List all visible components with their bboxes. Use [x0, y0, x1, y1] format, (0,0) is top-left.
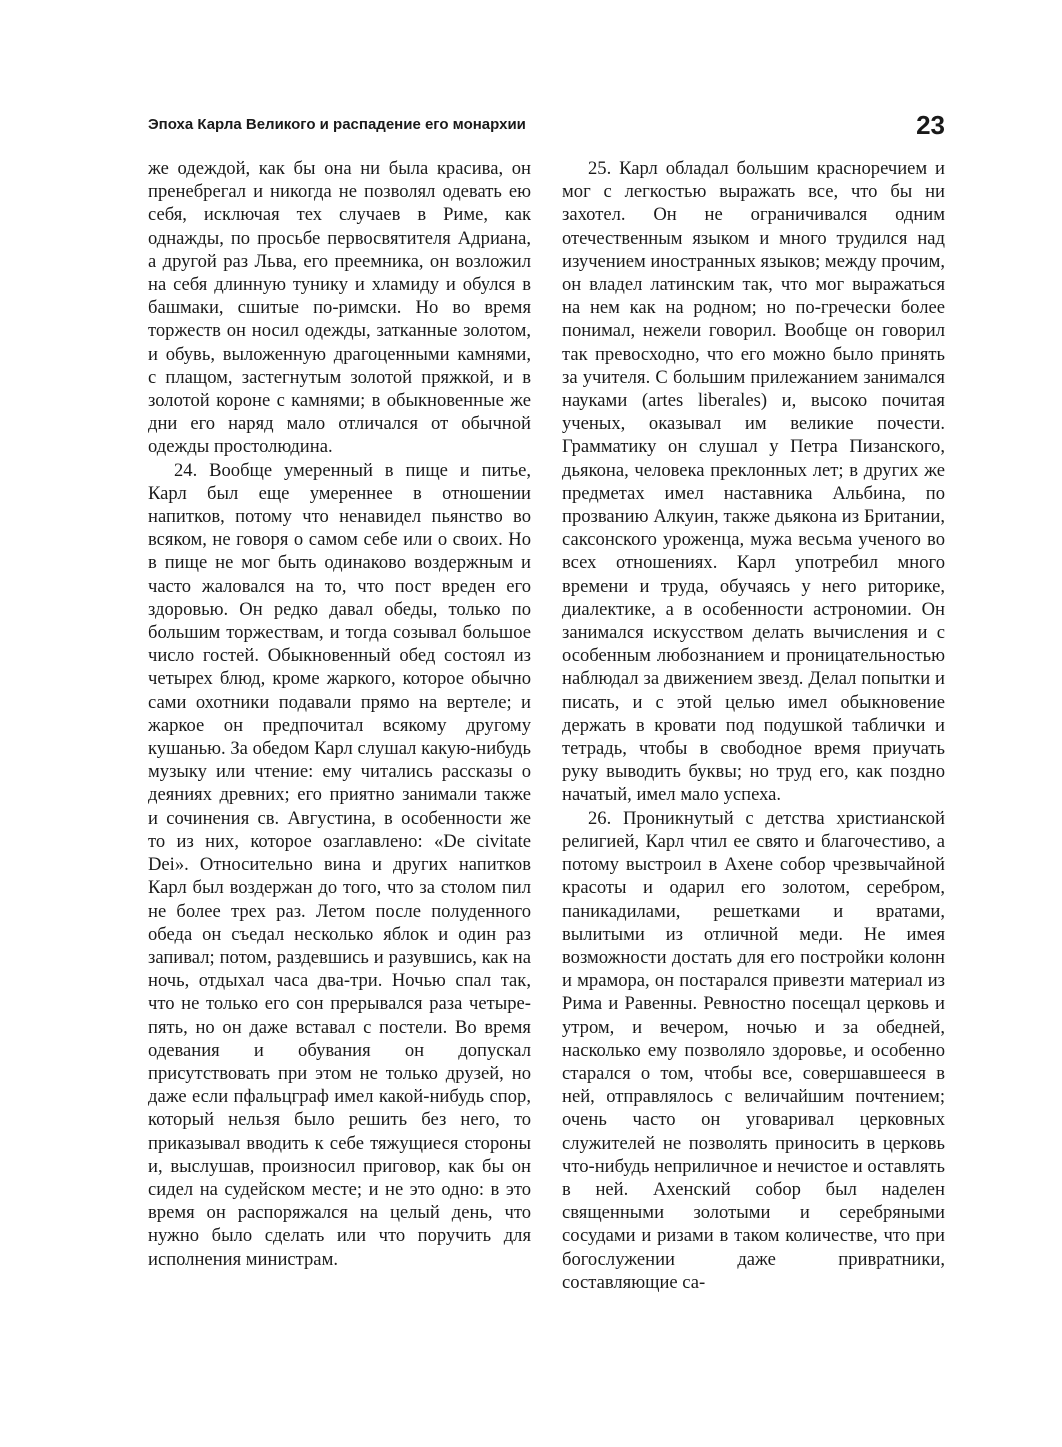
running-title: Эпоха Карла Великого и распадение его монархии — [148, 116, 526, 133]
page-number: 23 — [916, 110, 945, 140]
paragraph-continued: же одеждой, как бы она ни была красива, он пренебрегал и никогда не позволял одевать ею себя, исключая тех случаев в Риме, как однажды, по просьбе первосвятителя Адриана, а другой раз Льва, его преемника, он возложил на себя длинную тунику и хламиду и обулся в башмаки, сшитые по-римски. Но во время торжеств он носил одежды, затканные золотом, и обувь, выложенную драгоценными камнями, с плащом, застегнутым золотой пряжкой, и в золотой короне с камнями; в обыкновенные же дни его наряд мало отличался от обычной одежды простолюдина. — [148, 158, 531, 458]
running-head — [148, 110, 945, 148]
paragraph-24: 24. Вообще умеренный в пище и питье, Карл был еще умереннее в отношении напитков, потому что ненавидел пьянство во всяком, не говоря о самом себе или о своих. Но в пище не мог быть одинаково воздержным и часто жаловался на то, что пост вреден его здоровью. Он редко давал обеды, только по большим торжествам, и тогда созывал большое число гостей. Обыкновенный обед состоял из четырех блюд, кроме жаркого, которое обычно сами охотники подавали прямо на вертеле; и жаркое он предпочитал всякому другому кушанью. За обедом Карл слушал какую-нибудь музыку или чтение: ему читались рассказы о деяниях древних; его приятно занимали также и сочинения св. Августина, в особенности же то из них, которое озаглавлено: «De civitate Dei». Относительно вина и других напитков Карл был воздержан до того, что за столом пил не более трех раз. Летом после полуденного обеда он съедал несколько яблок и один раз запивал; потом, раздевшись и разувшись, как на ночь, отдыхал часа два-три. Ночью спал так, что не только его сон прерывался раза четыре-пять, но он даже вставал с постели. Во время одевания и обувания он допускал присутствовать при этом не только друзей, но даже если пфальцграф имел какой-нибудь спор, который нельзя было решить без него, то приказывал вводить к себе тяжущиеся стороны и, выслушав, произносил приговор, как бы он сидел на судейском месте; и не это одно: в это время он распоряжался на целый день, что нужно было сделать или что поручить для исполнения министрам. — [148, 459, 531, 1270]
right-column — [562, 157, 945, 1294]
paragraph-25: 25. Карл обладал большим красноречием и мог с легкостью выражать все, что бы ни захотел. Он не ограничивался одним отечественным языком и много трудился над изучением иностранных языков; между прочим, он владел латинским так, что мог выражаться на нем как на родном; но по-гречески более понимал, нежели говорил. Вообще он говорил так превосходно, что его можно было принять за учителя. С большим прилежанием занимался науками (artes liberales) и, высоко почитая ученых, оказывал им великие почести. Грамматику он слушал у Петра Пизанского, дьякона, человека преклонных лет; в других же предметах имел наставника Альбина, по прозванию Алкуин, также дьякона из Британии, саксонского уроженца, мужа весьма ученого во всех отношениях. Карл употребил много времени и труда, обучаясь у него риторике, диалектике, а в особенности астрономии. Он занимался искусством делать вычисления и с особенным любознанием и проницательностью наблюдал за движением звезд. Делал попытки и писать, и с этой целью имел обыкновение держать в кровати под подушкой таблички и тетрадь, чтобы в свободное время приучать руку выводить буквы; но труд его, как поздно начатый, имел мало успеха. — [562, 158, 945, 806]
left-column — [148, 157, 531, 1271]
paragraph-26: 26. Проникнутый с детства христианской религией, Карл чтил ее свято и благочестиво, а потому выстроил в Ахене собор чрезвычайной красоты и одарил его золотом, серебром, паникадилами, решетками и вратами, вылитыми из отличной меди. Не имея возможности достать для его постройки колонн и мрамора, он постарался привезти материал из Рима и Равенны. Ревностно посещал церковь и утром, и вечером, ночью и за обедней, насколько ему позволяло здоровье, и особенно старался о том, чтобы все, совершавшееся в ней, отправлялось с величайшим почтением; очень часто он уговаривал церковных служителей не позволять приносить в церковь что-нибудь неприличное и нечистое и оставлять в ней. Ахенский собор был наделен священными золотыми и серебряными сосудами и ризами в таком количестве, что при богослужении даже привратники, составляющие са- — [562, 807, 945, 1293]
